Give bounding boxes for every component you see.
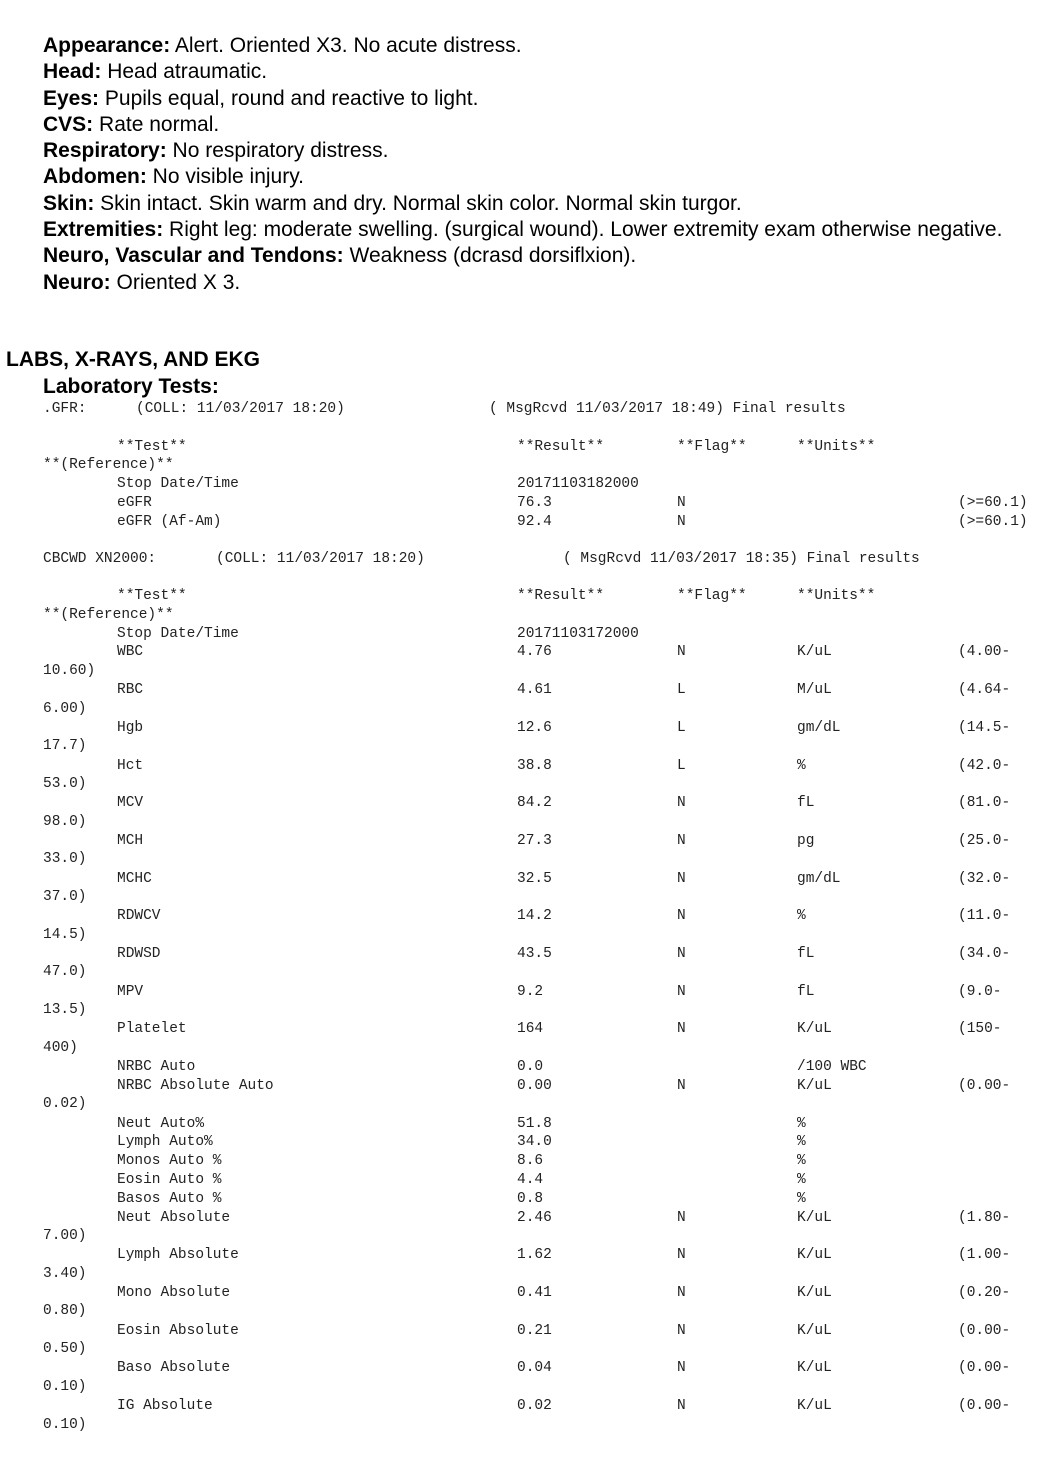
lab-units: K/uL bbox=[797, 1285, 832, 1301]
lab-test-name: WBC bbox=[117, 644, 144, 661]
lab-test-name: Stop Date/Time bbox=[117, 625, 239, 642]
lab-reference-range-wrap: 0.10) bbox=[43, 1378, 87, 1395]
lab-reference-range-wrap: 14.5) bbox=[43, 926, 87, 943]
lab-test-name: NRBC Auto bbox=[117, 1059, 196, 1076]
lab-reference-range: (>=60.1) bbox=[958, 494, 1028, 511]
lab-test-name: Neut Absolute bbox=[117, 1209, 231, 1226]
lab-flag: N bbox=[677, 644, 686, 661]
lab-test-name: IG Absolute bbox=[117, 1398, 213, 1415]
lab-test-name: Mono Absolute bbox=[117, 1285, 231, 1301]
exam-label: CVS: bbox=[43, 112, 94, 136]
lab-reference-range-wrap: 0.50) bbox=[43, 1341, 87, 1358]
exam-appearance bbox=[43, 33, 1043, 59]
lab-units: gm/dL bbox=[797, 719, 841, 736]
lab-units: % bbox=[797, 757, 806, 774]
lab-units: K/uL bbox=[797, 1021, 832, 1038]
lab-test-name: MCV bbox=[117, 795, 144, 812]
lab-flag: N bbox=[677, 1322, 686, 1339]
lab-units: gm/dL bbox=[797, 870, 841, 887]
lab-result-value: 32.5 bbox=[517, 870, 552, 887]
lab-units: K/uL bbox=[797, 1398, 832, 1415]
exam-text: Oriented X 3. bbox=[110, 270, 241, 294]
lab-test-name: eGFR bbox=[117, 494, 152, 511]
lab-reference-range: (25.0- bbox=[958, 832, 1011, 849]
lab-result-value: 4.4 bbox=[517, 1172, 544, 1188]
lab-flag: N bbox=[677, 983, 686, 1000]
lab-result-value: 4.61 bbox=[517, 682, 552, 699]
header-reference: **(Reference)** bbox=[43, 606, 174, 623]
exam-text: Right leg: moderate swelling. (surgical wound). Lower extremity exam otherwise negative. bbox=[163, 218, 1003, 242]
lab-reference-range: (4.00- bbox=[958, 644, 1011, 661]
lab-reference-range: (0.00- bbox=[958, 1398, 1011, 1415]
lab-test-name: Monos Auto % bbox=[117, 1153, 222, 1170]
lab-test-name: Eosin Auto % bbox=[117, 1172, 222, 1188]
lab-units: K/uL bbox=[797, 1247, 832, 1264]
lab-reference-range-wrap: 10.60) bbox=[43, 662, 96, 679]
lab-test-name: Stop Date/Time bbox=[117, 476, 239, 493]
lab-reference-range: (4.64- bbox=[958, 682, 1011, 699]
lab-flag: N bbox=[677, 1209, 686, 1226]
lab-result-value: 43.5 bbox=[517, 946, 552, 962]
lab-test-name: MPV bbox=[117, 983, 144, 1000]
panel-collection-time: (COLL: 11/03/2017 18:20) bbox=[216, 550, 425, 567]
lab-units: /100 WBC bbox=[797, 1059, 867, 1076]
lab-reference-range: (32.0- bbox=[958, 870, 1011, 887]
lab-reference-range: (>=60.1) bbox=[958, 513, 1028, 530]
lab-units: % bbox=[797, 1190, 806, 1207]
exam-extremities bbox=[43, 217, 1043, 243]
lab-result-value: 0.21 bbox=[517, 1322, 552, 1339]
lab-flag: N bbox=[677, 795, 686, 812]
lab-result-value: 9.2 bbox=[517, 983, 544, 1000]
exam-text: Pupils equal, round and reactive to light. bbox=[99, 86, 479, 110]
lab-reference-range-wrap: 17.7) bbox=[43, 738, 87, 755]
lab-result-value: 84.2 bbox=[517, 795, 552, 812]
lab-reference-range-wrap: 3.40) bbox=[43, 1265, 87, 1282]
lab-units: K/uL bbox=[797, 1322, 832, 1339]
lab-reference-range: (11.0- bbox=[958, 908, 1011, 925]
lab-units: K/uL bbox=[797, 1209, 832, 1226]
lab-test-name: Eosin Absolute bbox=[117, 1322, 239, 1339]
exam-text: Weakness (dcrasd dorsiflxion). bbox=[343, 244, 637, 268]
panel-message-status: ( MsgRcvd 11/03/2017 18:49) Final results bbox=[489, 401, 846, 417]
lab-test-name: RDWSD bbox=[117, 946, 161, 962]
lab-test-name: Lymph Absolute bbox=[117, 1247, 239, 1264]
exam-label: Abdomen: bbox=[43, 165, 147, 189]
exam-text: Head atraumatic. bbox=[101, 60, 268, 84]
lab-reference-range-wrap: 400) bbox=[43, 1039, 78, 1056]
exam-cvs bbox=[43, 112, 1043, 138]
lab-reference-range-wrap: 98.0) bbox=[43, 813, 87, 830]
exam-label: Extremities: bbox=[43, 218, 164, 242]
header-units: **Units** bbox=[797, 438, 876, 455]
header-reference: **(Reference)** bbox=[43, 457, 174, 474]
lab-flag: N bbox=[677, 1398, 686, 1415]
exam-neuro-vascular bbox=[43, 243, 1043, 269]
lab-flag: N bbox=[677, 832, 686, 849]
lab-reference-range-wrap: 13.5) bbox=[43, 1002, 87, 1019]
lab-test-name: eGFR (Af-Am) bbox=[117, 513, 222, 530]
lab-result-value: 76.3 bbox=[517, 494, 552, 511]
lab-units: fL bbox=[797, 795, 815, 812]
exam-label: Respiratory: bbox=[43, 139, 167, 163]
lab-flag: N bbox=[677, 1077, 686, 1094]
panel-name: .GFR: bbox=[43, 401, 87, 417]
exam-head bbox=[43, 59, 1043, 85]
lab-test-name: Neut Auto% bbox=[117, 1115, 205, 1132]
lab-reference-range: (150- bbox=[958, 1021, 1002, 1038]
lab-test-name: NRBC Absolute Auto bbox=[117, 1077, 274, 1094]
lab-flag: N bbox=[677, 908, 686, 925]
header-flag: **Flag** bbox=[677, 438, 747, 455]
exam-text: Alert. Oriented X3. No acute distress. bbox=[170, 34, 522, 57]
lab-units: K/uL bbox=[797, 1077, 832, 1094]
lab-test-name: Platelet bbox=[117, 1021, 187, 1038]
lab-reference-range: (1.00- bbox=[958, 1247, 1011, 1264]
lab-result-value: 164 bbox=[517, 1021, 544, 1038]
lab-units: K/uL bbox=[797, 644, 832, 661]
lab-reference-range-wrap: 6.00) bbox=[43, 700, 87, 717]
lab-test-name: Hct bbox=[117, 757, 144, 774]
lab-result-value: 38.8 bbox=[517, 757, 552, 774]
lab-reference-range-wrap: 0.10) bbox=[43, 1416, 87, 1433]
lab-reference-range: (0.20- bbox=[958, 1285, 1011, 1301]
exam-label: Neuro: bbox=[43, 270, 111, 294]
exam-eyes bbox=[43, 86, 1043, 112]
lab-test-name: RDWCV bbox=[117, 908, 161, 925]
lab-reference-range-wrap: 0.80) bbox=[43, 1303, 87, 1320]
lab-result-value: 34.0 bbox=[517, 1134, 552, 1151]
lab-reference-range-wrap: 37.0) bbox=[43, 889, 87, 905]
lab-units: fL bbox=[797, 983, 815, 1000]
lab-result-value: 12.6 bbox=[517, 719, 552, 736]
lab-title: Laboratory Tests: bbox=[43, 375, 219, 398]
exam-label: Appearance: bbox=[43, 34, 171, 57]
lab-result-value: 0.00 bbox=[517, 1077, 552, 1094]
lab-flag: N bbox=[677, 513, 686, 530]
lab-units: % bbox=[797, 1134, 806, 1151]
lab-units: % bbox=[797, 1115, 806, 1132]
lab-flag: N bbox=[677, 1247, 686, 1264]
lab-flag: N bbox=[677, 1021, 686, 1038]
lab-units: % bbox=[797, 908, 806, 925]
lab-result-value: 0.04 bbox=[517, 1360, 552, 1377]
lab-units: fL bbox=[797, 946, 815, 962]
lab-flag: N bbox=[677, 870, 686, 887]
panel-collection-time: (COLL: 11/03/2017 18:20) bbox=[136, 401, 345, 417]
lab-flag: N bbox=[677, 494, 686, 511]
lab-result-value: 4.76 bbox=[517, 644, 552, 661]
exam-label: Eyes: bbox=[43, 86, 100, 110]
lab-flag: N bbox=[677, 1360, 686, 1377]
lab-reference-range-wrap: 0.02) bbox=[43, 1096, 87, 1113]
exam-neuro bbox=[43, 270, 1043, 296]
lab-test-name: RBC bbox=[117, 682, 144, 699]
exam-abdomen bbox=[43, 164, 1043, 190]
lab-result-value: 27.3 bbox=[517, 832, 552, 849]
lab-reference-range-wrap: 7.00) bbox=[43, 1228, 87, 1244]
lab-result-value: 0.0 bbox=[517, 1059, 544, 1076]
lab-reference-range: (42.0- bbox=[958, 757, 1011, 774]
header-flag: **Flag** bbox=[677, 588, 747, 604]
exam-label: Neuro, Vascular and Tendons: bbox=[43, 244, 344, 268]
lab-result-value: 20171103172000 bbox=[517, 625, 639, 642]
header-result: **Result** bbox=[517, 588, 605, 604]
lab-test-name: Hgb bbox=[117, 719, 144, 736]
lab-flag: N bbox=[677, 946, 686, 962]
lab-result-value: 14.2 bbox=[517, 908, 552, 925]
lab-units: M/uL bbox=[797, 682, 832, 699]
panel-name: CBCWD XN2000: bbox=[43, 550, 157, 567]
exam-text: No respiratory distress. bbox=[166, 139, 389, 163]
lab-test-name: MCHC bbox=[117, 870, 152, 887]
lab-reference-range: (81.0- bbox=[958, 795, 1011, 812]
physical-exam bbox=[43, 33, 1043, 296]
lab-flag: N bbox=[677, 1285, 686, 1301]
lab-result-value: 8.6 bbox=[517, 1153, 544, 1170]
exam-text: No visible injury. bbox=[146, 165, 304, 189]
exam-text: Rate normal. bbox=[93, 112, 220, 136]
exam-text: Skin intact. Skin warm and dry. Normal skin color. Normal skin turgor. bbox=[94, 191, 742, 215]
lab-result-value: 92.4 bbox=[517, 513, 552, 530]
lab-reference-range: (0.00- bbox=[958, 1322, 1011, 1339]
lab-result-value: 0.41 bbox=[517, 1285, 552, 1301]
lab-reference-range-wrap: 33.0) bbox=[43, 851, 87, 868]
lab-units: pg bbox=[797, 832, 815, 849]
lab-units: % bbox=[797, 1172, 806, 1188]
lab-reference-range: (14.5- bbox=[958, 719, 1011, 736]
header-result: **Result** bbox=[517, 438, 605, 455]
lab-units: % bbox=[797, 1153, 806, 1170]
lab-result-value: 20171103182000 bbox=[517, 476, 639, 493]
lab-result-value: 51.8 bbox=[517, 1115, 552, 1132]
lab-test-name: Basos Auto % bbox=[117, 1190, 222, 1207]
lab-reference-range: (0.00- bbox=[958, 1077, 1011, 1094]
lab-reference-range: (9.0- bbox=[958, 983, 1002, 1000]
exam-skin bbox=[43, 191, 1043, 217]
lab-flag: L bbox=[677, 757, 686, 774]
lab-result-value: 1.62 bbox=[517, 1247, 552, 1264]
lab-test-name: MCH bbox=[117, 832, 144, 849]
lab-result-value: 2.46 bbox=[517, 1209, 552, 1226]
header-test: **Test** bbox=[117, 588, 187, 604]
lab-reference-range: (1.80- bbox=[958, 1209, 1011, 1226]
lab-result-value: 0.02 bbox=[517, 1398, 552, 1415]
lab-flag: L bbox=[677, 719, 686, 736]
lab-test-name: Lymph Auto% bbox=[117, 1134, 213, 1151]
lab-reference-range-wrap: 53.0) bbox=[43, 775, 87, 792]
exam-respiratory bbox=[43, 138, 1043, 164]
lab-reference-range: (0.00- bbox=[958, 1360, 1011, 1377]
section-title: LABS, X-RAYS, AND EKG bbox=[6, 348, 260, 371]
lab-result-value: 0.8 bbox=[517, 1190, 544, 1207]
exam-label: Head: bbox=[43, 60, 102, 84]
header-test: **Test** bbox=[117, 438, 187, 455]
lab-test-name: Baso Absolute bbox=[117, 1360, 231, 1377]
lab-reference-range: (34.0- bbox=[958, 946, 1011, 962]
lab-flag: L bbox=[677, 682, 686, 699]
header-units: **Units** bbox=[797, 588, 876, 604]
exam-label: Skin: bbox=[43, 191, 95, 215]
lab-units: K/uL bbox=[797, 1360, 832, 1377]
lab-reference-range-wrap: 47.0) bbox=[43, 964, 87, 981]
panel-message-status: ( MsgRcvd 11/03/2017 18:35) Final results bbox=[563, 550, 920, 567]
